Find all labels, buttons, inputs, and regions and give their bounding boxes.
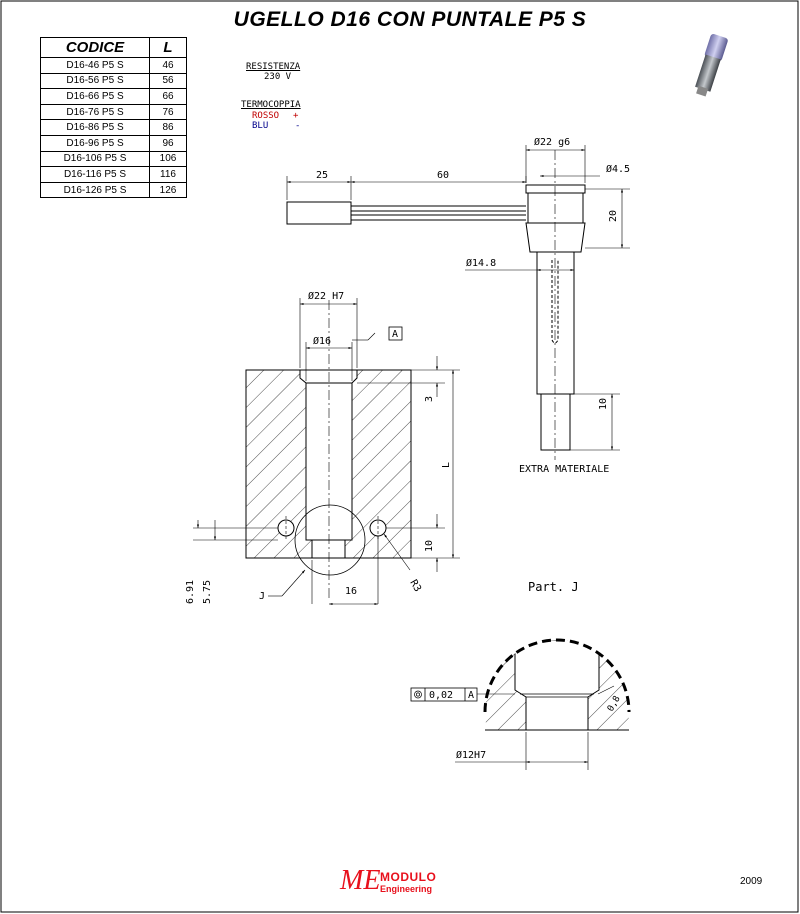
rosso-label: ROSSO [252,111,280,121]
blu-label: BLU [252,121,269,131]
tolerance-datum: A [468,690,475,701]
datum-a-label: A [392,329,399,340]
resistenza-value: 230 V [264,72,292,82]
dim-3: 3 [424,395,435,402]
blu-sign: - [295,121,301,131]
dim-16-width: 16 [345,586,358,597]
dim-d12h7: Ø12H7 [456,750,487,761]
tolerance-value: 0,02 [429,690,454,701]
dim-60: 60 [437,170,450,181]
length-cell: 96 [150,135,187,151]
drawing-title: UGELLO D16 CON PUNTALE P5 S [233,8,587,31]
drawing-year: 2009 [740,876,763,887]
length-cell: 116 [150,167,187,183]
dim-20: 20 [608,209,619,222]
logo-me-mark: ME [340,865,381,896]
dim-6-91: 6.91 [185,579,196,604]
part-j-title: Part. J [528,580,579,594]
rosso-sign: + [293,111,299,121]
dim-d4-5: Ø4.5 [606,164,631,175]
resistenza-label: RESISTENZA [246,62,301,72]
header-codice: CODICE [41,38,150,58]
dim-d22g6: Ø22 g6 [534,137,571,148]
dim-25: 25 [316,170,329,181]
code-cell: D16-56 P5 S [41,73,150,89]
length-cell: 46 [150,58,187,74]
concentricity-tolerance [411,688,477,701]
dim-r3: R3 [407,578,423,594]
code-cell: D16-126 P5 S [41,182,150,198]
dim-d22h7: Ø22 H7 [308,291,345,302]
extra-materiale-label: EXTRA MATERIALE [519,464,610,475]
length-cell: 86 [150,120,187,136]
length-cell: 56 [150,73,187,89]
dim-l: L [441,461,452,468]
header-l: L [150,38,187,58]
code-cell: D16-46 P5 S [41,58,150,74]
modulo-engineering-logo [340,866,450,900]
dim-10-block: 10 [424,539,435,552]
code-cell: D16-106 P5 S [41,151,150,167]
dim-0-8: 0,8 [605,694,623,714]
length-cell: 126 [150,182,187,198]
dim-d16: Ø16 [313,336,332,347]
dim-d14-8: Ø14.8 [466,258,497,269]
termocoppia-label: TERMOCOPPIA [241,100,301,110]
dim-5-75: 5.75 [202,579,213,604]
length-cell: 76 [150,104,187,120]
code-cell: D16-66 P5 S [41,89,150,105]
logo-modulo-text: MODULO [380,870,437,884]
detail-j-view [485,640,630,730]
dim-10-tip: 10 [598,397,609,410]
length-cell: 106 [150,151,187,167]
code-cell: D16-86 P5 S [41,120,150,136]
logo-engineering-text: Engineering [380,884,433,894]
code-cell: D16-96 P5 S [41,135,150,151]
code-cell: D16-116 P5 S [41,167,150,183]
detail-j-label: J [259,591,266,602]
nozzle-3d-icon [692,33,728,98]
length-cell: 66 [150,89,187,105]
code-cell: D16-76 P5 S [41,104,150,120]
